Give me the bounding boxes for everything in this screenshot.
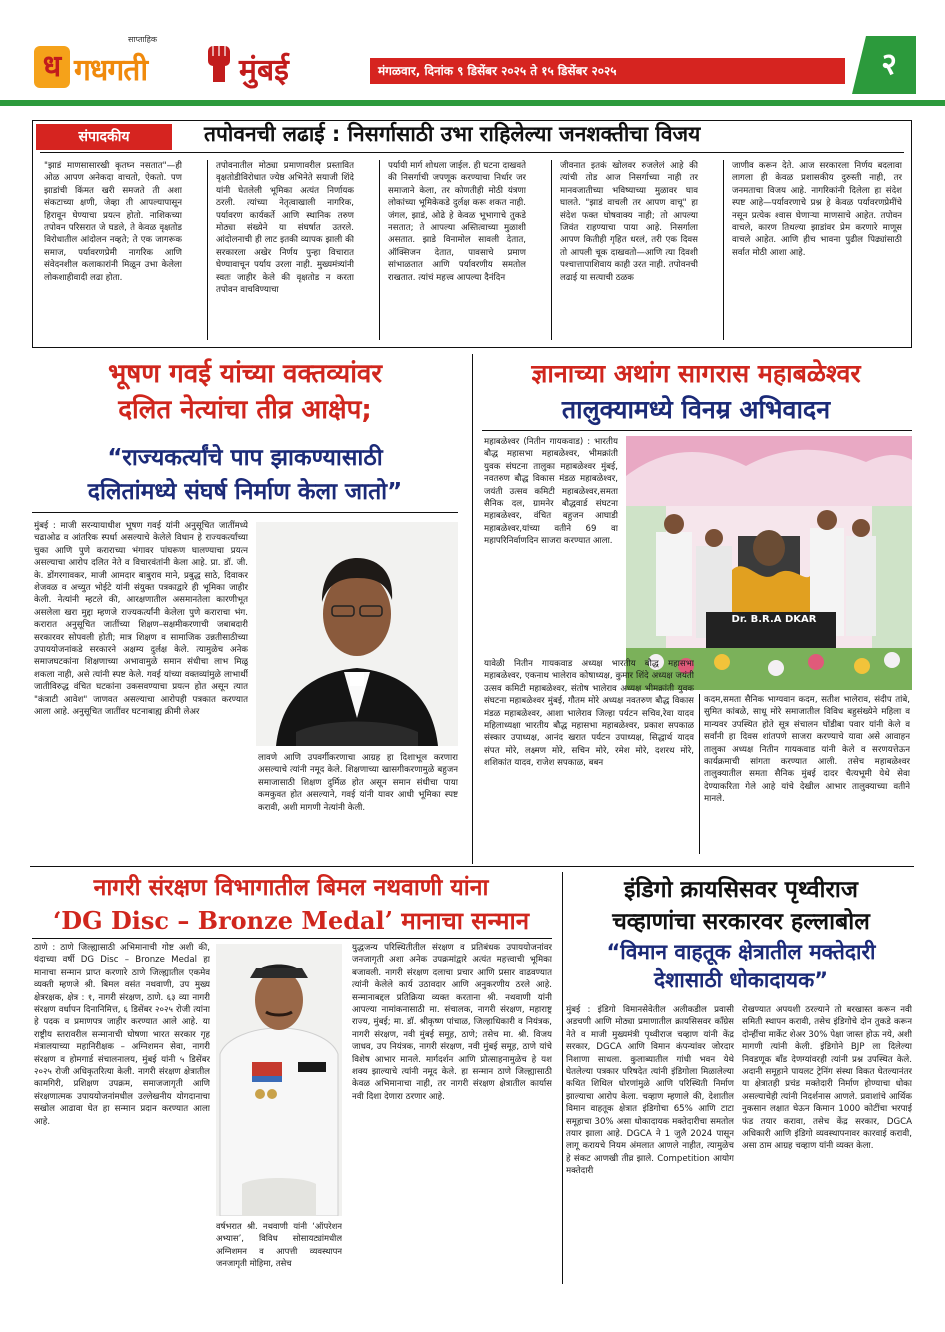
- gavai-subhead-2: दलितांमध्ये संघर्ष निर्माण केला जातो”: [87, 479, 403, 505]
- indigo-headline-2: चव्हाणांचा सरकारवर हल्लाबोल: [612, 909, 870, 935]
- gavai-subhead-1: “राज्यकर्त्यांचे पाप झाकण्यासाठी: [107, 445, 383, 471]
- gavai-portrait-photo: [256, 522, 458, 746]
- medal-headline-1: नागरी संरक्षण विभागातील बिमल नथवाणी यांना: [93, 875, 489, 901]
- editorial-column: जाणीव करून देते. आज सरकारला निर्णय बदलावा लागला ही केवळ प्रशासकीय दुरुस्ती नाही, तर जनमताचा विजय आहे. नागरिकांनी दिलेला हा संदेश स्पष्ट आहे—पर्यावरणाचे प्रश्न हे केवळ पर्यावरणप्रेमींचे नसून प्रत्येक श्वास घेणाऱ्या माणसाचे आहेत. तपोवन वाचले, कारण तिथल्या झाडांवर प्रेम करणारे माणूस वाचले आहेत. आणि हीच भावना पुढील पिढ्यांसाठी सर्वात मोठी आशा आहे.: [732, 161, 902, 258]
- issue-date-band: मंगळवार, दिनांक ९ डिसेंबर २०२५ ते १५ डिसेंबर २०२५: [370, 58, 845, 84]
- medal-photo-caption: वर्षभरात श्री. नथवाणी यांनी ‘ऑपरेशन अभ्यास’, विविध सोसायट्यांमधील अग्निशमन व आपत्ती व्यवस्थापन जनजागृती मोहिमा, तसेच: [216, 1221, 342, 1269]
- editorial-column: जीवनात इतकं खोलवर रुजलेलं आहे की त्यांची तोड आज निसर्गाच्या नाही तर मानवजातीच्या भविष्याच्या मुळावर घाव घालते. "झाडं वाचली तर आपण वाचू" हा संदेश फक्त घोषवाक्य नाही; तो आपल्या जिवंत राहण्याचा पाया आहे. निसर्गाला आपण कितीही गृहित धरलं, तरी एक दिवस तो आपली चूक दाखवतो—आणि त्या दिवशी पश्चात्तापाशिवाय काही उरत नाही. तपोवनची लढाई या सत्याची ठळक: [560, 161, 698, 283]
- nathwani-portrait-photo: [216, 944, 342, 1216]
- medal-body: ठाणे : ठाणे जिल्ह्यासाठी अभिमानाची गोष्ट अशी की, यंदाच्या वर्षी DG Disc – Bronze Medal हा मानाचा सन्मान प्राप्त करणारे ठाणे जिल्ह्यातील एकमेव व्यक्ती म्हणजे श्री. बिमल वसंत नथवाणी, उप मुख्य क्षेत्ररक्षक, क्षेत्र : १, नागरी संरक्षण, ठाणे. ६३ व्या नागरी संरक्षण वर्धापन दिनानिमित्त, ६ डिसेंबर २०२५ रोजी त्यांना हे पदक व प्रमाणपत्र जाहीर करण्यात आले आहे. या राष्ट्रीय स्तरावरील सन्मानाची घोषणा भारत सरकार गृह मंत्रालयाच्या महानिरीक्षक – अग्निशमन सेवा, नागरी संरक्षण व होमगार्ड संचालनालय, मुंबई यांनी ५ डिसेंबर २०२५ रोजी अधिकृतरित्या केली. नागरी संरक्षण क्षेत्रातील कामगिरी, प्रशिक्षण उपक्रम, समाजजागृती आणि संरक्षणात्मक उपाययोजनांमधील उल्लेखनीय योगदानाचा सखोल आढावा घेत हा सन्मान प्रदान करण्यात आला आहे.: [34, 943, 210, 1127]
- column-divider: [472, 354, 473, 864]
- medal-body-right: युद्धजन्य परिस्थितीतील संरक्षण व प्रतिबंधक उपाययोजनांवर जनजागृती अशा अनेक उपक्रमांद्वारे अत्यंत महत्त्वाची भूमिका बजावली. नागरी संरक्षण दलाचा प्रचार आणि प्रसार वाढवण्यात त्यांनी केलेले कार्य उठावदार आणि अनुकरणीय ठरले आहे. सन्मानाबद्दल प्रतिक्रिया व्यक्त करताना श्री. नथवाणी यांनी आपल्या नामांकनासाठी मा. संचालक, नागरी संरक्षण, महाराष्ट्र राज्य, मुंबई; मा. डॉ. श्रीकृष्ण पांचाळ, जिल्हाधिकारी व नियंत्रक, नागरी संरक्षण, नवी मुंबई समूह, ठाणे; तसेच मा. श्री. विजय जाधव, उप नियंत्रक, नागरी संरक्षण, नवी मुंबई समूह, ठाणे यांचे विशेष आभार मानले. मार्गदर्शन आणि प्रोत्साहनामुळेच हे यश शक्य झाल्याचे त्यांनी नमूद केले. हा सन्मान ठाणे जिल्ह्यासाठी केवळ अभिमानाचा नाही, तर नागरी संरक्षण क्षेत्रातील कार्यास नवी दिशा देणारा ठरणार आहे.: [352, 943, 552, 1102]
- editorial-tag: संपादकीय: [36, 124, 172, 150]
- indigo-body: मुंबई : इंडिगो विमानसेवेतील अलीकडील प्रवासी अडचणी आणि मोठ्या प्रमाणातील क्रायसिसवर काँग्रेस नेते व माजी मुख्यमंत्री पृथ्वीराज चव्हाण यांनी केंद्र सरकार, DGCA आणि विमान कंपन्यांवर जोरदार निशाणा साधला. कुलाब्यातील गांधी भवन येथे घेतलेल्या पत्रकार परिषदेत त्यांनी इंडिगोला मिळालेल्या कथित शिथिल धोरणांमुळे आणि परिस्थिती निर्माण झाल्याचा आरोप केला. चव्हाण म्हणाले की, देशातील विमान वाहतूक क्षेत्रात इंडिगोचा 65% आणि टाटा समूहाचा 30% असा धोकादायक मक्तेदारीचा समतोल तयार झाला आहे. DGCA ने 1 जुलै 2024 पासून लागू करायचे नियम अंमलात आणले नाहीत, त्यामुळेच हे संकट आणखी तीव्र झाले. Competition आयोग मक्तेदारी: [566, 1005, 734, 1177]
- editorial-title: तपोवनची लढाई : निसर्गासाठी उभा राहिलेल्या जनशक्तीचा विजय: [204, 122, 701, 146]
- editorial-column: तपोवनातील मोठ्या प्रमाणावरील प्रस्तावित वृक्षतोडीविरोधात ज्येष्ठ अभिनेते सयाजी शिंदे यांनी घेतलेली भूमिका अत्यंत निर्णायक ठरली. त्यांच्या नेतृत्वाखाली नागरिक, पर्यावरण कार्यकर्ते आणि स्थानिक तरुण मोठ्या संख्येने या संघर्षात उतरले. आंदोलनाची ही लाट इतकी व्यापक झाली की सरकारला अखेर निर्णय पुन्हा विचारात घेण्यावाचून पर्याय उरला नाही. मुख्यमंत्र्यांनी स्वतः जाहीर केले की वृक्षतोड न करता तपोवन वाचविण्याचा: [216, 161, 354, 296]
- logo-subtitle: साप्ताहिक: [128, 35, 158, 44]
- mahabaleshwar-body-continued: यावेळी नितीन गायकवाड अध्यक्ष भारतीय बौद्ध महासभा महाबळेश्वर, एकनाथ भालेराव कोषाध्यक्ष, कुमार शिंदे अध्यक्ष जयंती उत्सव कमिटी महाबळेश्वर, संतोष भालेराव अध्यक्ष भीमक्रांती युवक संघटना महाबळेश्वर मुंबई, गौतम मोरे अध्यक्ष नवतरुण बौद्ध विकास मंडळ महाबळेश्वर, आशा भालेराव जिल्हा पर्यटन सचिव,रेवा यादव महिलाध्यक्षा भारतीय बौद्ध महासभा महाबळेश्वर, प्रकाश सपकाळ संस्कार उपाध्यक्ष, आनंद खरात पर्यटन उपाध्यक्ष, सिद्धार्थ यादव संपत मोरे, लक्ष्मण मोरे, सचिन मोरे, रमेश मोरे, दशरथ मोरे, शशिकांत यादव, राजेश सपकाळ, बबन: [484, 659, 694, 769]
- column-divider: [551, 160, 552, 340]
- logo-wordmark-part2: मुंबई: [239, 53, 289, 88]
- section-divider: [30, 866, 914, 867]
- editorial-column: पर्यायी मार्ग शोधला जाईल. ही घटना दाखवते की निसर्गाची जपणूक करण्याचा निर्धार जर समाजाने केला, तर कोणतीही मोठी यंत्रणा लोकांच्या भूमिकेकडे दुर्लक्ष करू शकत नाही. जंगल, झाडं, ओढे हे केवळ भूभागाचे तुकडे नसतात; ते आपल्या अस्तित्वाच्या मुळाशी असतात. झाडे विनामोल सावली देतात, ऑक्सिजन देतात, पावसाचे प्रमाण सांभाळतात आणि पर्यावरणीय समतोल राखतात. त्यांचं महत्त्व आपल्या दैनंदिन: [388, 161, 526, 283]
- editorial-underline: [40, 152, 904, 153]
- column-divider: [723, 160, 724, 340]
- indigo-body-right: रोखण्यात अपयशी ठरल्याने तो बरखास्त करून नवी समिती स्थापन करावी, तसेच इंडिगोचे दोन तुकडे करून दोन्हींचा मार्केट शेअर 30% पेक्षा जास्त होऊ नये, अशी मागणी त्यांनी केली. इंडिगोने BJP ला दिलेल्या निवडणूक बाँड देणग्यांवरही त्यांनी प्रश्न उपस्थित केले. अदानी समूहाने पायलट ट्रेनिंग संस्था विकत घेतल्यानंतर या क्षेत्रातही प्रचंड मक्तेदारी निर्माण होण्याचा धोका असल्याचेही त्यांनी निदर्शनास आणले. प्रवाशांचे आर्थिक नुकसान लक्षात घेऊन किमान 1000 कोटींचा भरपाई फंड तयार करावा, तसेच केंद्र सरकार, DGCA अधिकारी आणि इंडिगो व्यवस्थापनावर कारवाई करावी, असा ठाम आग्रह चव्हाण यांनी व्यक्त केला.: [742, 1005, 912, 1152]
- indigo-headline-1: इंडिगो क्रायसिसवर पृथ्वीराज: [624, 877, 858, 903]
- masthead: [0, 0, 945, 108]
- mahabaleshwar-headline-1: ज्ञानाच्या अथांग सागरास महाबळेश्वर: [531, 359, 861, 388]
- mahabaleshwar-body-right: कदम,समता सैनिक भाग्यवान कदम, सतीश भालेराव, संदीप तांबे, सुमित कांबळे, साधू मोरे समाजातील विविध बहुसंख्येने महिला व मान्यवर उपस्थित होते सूत्र संचालन घोंडीबा पवार यांनी केले व सर्वांनी हा दिवस शांतपणे साजरा करण्याचे यावा असे आवाहन तालुका अध्यक्ष नितीन गायकवाड यांनी केले व सरणयत्तेऊन कार्यक्रमाची सांगता करण्यात आली. तसेच महाबळेश्वर तालुक्यातील समता सैनिक मुंबई दादर चैत्यभूमी येथे सेवा देण्याकरिता गेले आहे यांचे देखील आभार तालुक्याच्या वतीने मानले.: [704, 695, 910, 805]
- logo-letter-badge: ध: [34, 46, 70, 88]
- gavai-headline-1: भूषण गवई यांच्या वक्तव्यांवर: [107, 359, 383, 389]
- medal-headline-2: ‘DG Disc – Bronze Medal’ मानाचा सन्मान: [52, 906, 530, 935]
- raised-fist-icon: [202, 42, 236, 84]
- photo-plaque-text: Dr. B.R.A DKAR: [731, 614, 817, 625]
- indigo-subhead-1: “विमान वाहतूक क्षेत्रातील मक्तेदारी: [606, 940, 876, 964]
- column-divider: [379, 160, 380, 340]
- editorial-column: "झाडं माणसासारखी कृतघ्न नसतात"—ही ओळ आपण अनेकदा वाचतो, ऐकतो. पण झाडांची किंमत खरी समजते ती अशा संकटाच्या क्षणी, जेव्हा ती आपल्यापासून हिरावून घेण्याचा प्रयत्न होतो. नाशिकच्या तपोवन परिसरात जे घडले, ते केवळ वृक्षतोड विरोधातील आंदोलन नव्हते; ते एक जागरूक समाज, पर्यावरणप्रेमी नागरिक आणि संवेदनशील कलाकारांनी मिळून उभा केलेला लोकशाहीवादी लढा होता.: [44, 161, 182, 283]
- logo-wordmark-part1: गधगती: [74, 53, 148, 88]
- mahabaleshwar-headline-2: तालुक्यामध्ये विनम्र अभिवादन: [561, 395, 831, 424]
- masthead-divider: [0, 100, 945, 106]
- column-divider: [562, 872, 563, 1284]
- page-number: २: [881, 47, 897, 82]
- headline-rule: [32, 512, 458, 513]
- newspaper-logo[interactable]: [34, 34, 364, 94]
- indigo-subhead-2: देशासाठी धोकादायक”: [653, 968, 829, 992]
- column-divider: [207, 160, 208, 340]
- ambedkar-tribute-photo: [626, 436, 912, 690]
- headline-rule: [32, 938, 552, 939]
- gavai-headline-2: दलित नेत्यांचा तीव्र आक्षेप;: [118, 395, 372, 425]
- gavai-body-continued: लावणे आणि उपवर्गीकरणाचा आग्रह हा दिशाभूल करणारा असल्याचे त्यांनी नमूद केले. शिक्षणाच्या खासगीकरणामुळे बहुजन समाजासाठी शिक्षण दुर्मिळ होत असून समान संधीचा पाया कमकुवत होत असल्याने, गवई यांनी यावर आधी भूमिका स्पष्ट करावी, अशी मागणी नेत्यांनी केली.: [258, 753, 458, 813]
- gavai-body: मुंबई : माजी सरन्यायाधीश भूषण गवई यांनी अनुसूचित जातींमध्ये चढाओढ व आंतरिक स्पर्धा असल्याचे केलेले विधान हे राज्यकर्त्यांच्या चुका आणि पुणे कराराच्या भंगावर पांघरूण घालण्याचा प्रयत्न असल्याचा आरोप दलित नेते व विचारवंतांनी केला आहे. प्रा. डॉ. जी. के. डोंगरगावकर, माजी आमदार बाबुराव माने, प्रबुद्ध साठे, दिवाकर शेजवळ व अच्युत भोईटे यांनी संयुक्त पत्रकाद्वारे ही भूमिका जाहीर केली. नेत्यांनी म्हटले की, आरक्षणातील असमानतेला कारणीभूत असलेला खरा मुद्दा म्हणजे राज्यकर्त्यांनी केलेला पुणे कराराचा भंग. करारात अनुसूचित जातींच्या शिक्षण–सक्षमीकरणाची जबाबदारी सरकारवर सोपवली होती; मात्र शिक्षण व सामाजिक उन्नतीसाठीच्या उपाययोजनांकडे सरकारने अक्षम्य दुर्लक्ष केले. त्यामुळेच अनेक समाजघटकांना शिक्षणाच्या अभावामुळे समान संधीचा लाभ मिळू शकला नाही, असे त्यांनी स्पष्ट केले. गवई यांच्या वक्तव्यांमुळे लाभार्थी जातीविरुद्ध वंचित घटकांना उकसवण्याचा प्रयत्न होत असून त्यात "कंत्राटी आवेश" जाणवत असल्याचा आरोपही पत्रकात करण्यात आला आहे. अनुसूचित जातींवर घटनाबाह्य क्रीमी लेअर: [34, 521, 248, 718]
- headline-rule: [482, 430, 912, 431]
- mahabaleshwar-body: महाबळेश्वर (नितीन गायकवाड) : भारतीय बौद्ध महासभा महाबळेश्वर, भीमक्रांती युवक संघटना तालुका महाबळेश्वर मुंबई, नवतरुण बौद्ध विकास मंडळ महाबळेश्वर, जयंती उत्सव कमिटी महाबळेश्वर,समता सैनिक दल, ग्रामनेर बौद्धवार्ड संघटना महाबळेश्वर, वंचित बहुजन आघाडी महाबळेश्वर,यांच्या वतीने 69 वा महापरिनिर्वाणदिन साजरा करण्यात आला.: [484, 437, 618, 547]
- column-divider: [699, 694, 700, 854]
